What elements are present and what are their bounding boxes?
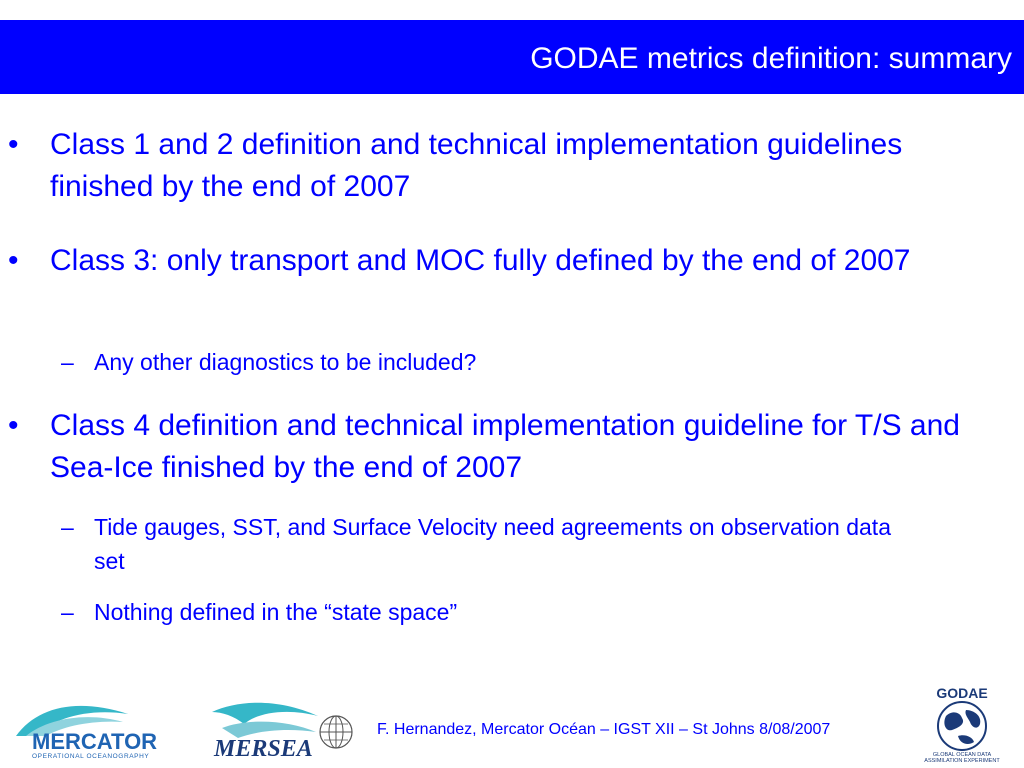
- sub-bullet-text: Any other diagnostics to be included?: [94, 349, 477, 375]
- mercator-tagline: OPERATIONAL OCEANOGRAPHY: [32, 753, 150, 760]
- sub-bullet-marker: –: [61, 599, 74, 625]
- godae-logo: [912, 684, 1012, 764]
- globe-icon: [938, 702, 986, 750]
- sub-bullet-text: Nothing defined in the “state space”: [94, 599, 458, 625]
- bullet-item: [8, 124, 950, 208]
- bullet-marker: •: [8, 128, 19, 161]
- sub-bullet-item: [61, 345, 914, 379]
- bullet-text: Class 4 definition and technical implementation guideline for T/S and Sea-Ice finished by the end of 2007: [50, 409, 960, 484]
- globe-icon: [320, 716, 352, 748]
- mercator-wordmark: MERCATOR: [32, 729, 158, 754]
- footer-credit: F. Hernandez, Mercator Océan – IGST XII – St Johns 8/08/2007: [377, 721, 831, 738]
- sub-bullet-marker: –: [61, 349, 74, 375]
- mersea-wordmark: MERSEA: [214, 736, 313, 762]
- godae-tagline: GLOBAL OCEAN DATA: [932, 752, 992, 758]
- bullet-item: [8, 405, 975, 489]
- godae-wordmark: GODAE: [936, 685, 988, 701]
- sub-bullet-text: Tide gauges, SST, and Surface Velocity need agreements on observation data set: [94, 514, 891, 574]
- bullet-marker: •: [8, 244, 19, 277]
- sub-bullet-marker: –: [61, 514, 74, 540]
- bullet-text: Class 3: only transport and MOC fully defined by the end of 2007: [50, 244, 911, 277]
- mercator-logo: [8, 696, 193, 762]
- sub-bullet-item: [61, 510, 894, 578]
- bullet-marker: •: [8, 409, 19, 442]
- bullet-text: Class 1 and 2 definition and technical implementation guidelines finished by the end of 2007: [50, 128, 903, 203]
- slide-title: GODAE metrics definition: summary: [530, 42, 1012, 75]
- mersea-logo: [208, 698, 358, 764]
- wave-icon: [212, 703, 318, 724]
- godae-tagline: ASSIMILATION EXPERIMENT: [924, 758, 1000, 764]
- bullet-item: [8, 240, 955, 282]
- sub-bullet-item: [61, 595, 894, 629]
